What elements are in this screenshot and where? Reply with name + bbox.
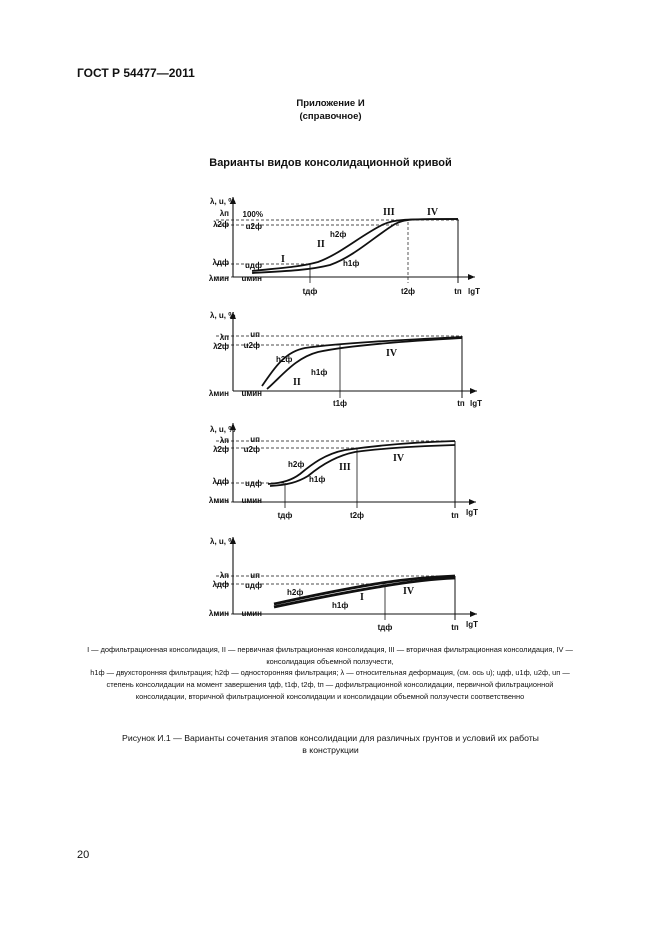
panel-1-t-gf: tдф [302,287,318,296]
panel-3 [209,423,478,520]
panel-4-label-h2: h2ф [287,588,304,597]
panel-3-x-label: lgT [466,508,478,517]
panel-3-label-h2: h2ф [288,460,305,469]
panel-3-lambda-gf: λдф [212,477,229,486]
panel-2-stage-II: II [293,377,301,388]
panel-4-stage-I: I [360,592,364,603]
panel-1-stage-IV: IV [427,207,439,218]
panel-2-stage-IV: IV [386,348,398,359]
panel-3-t-gf: tдф [277,511,293,520]
panel-2-x-label: lgT [470,399,482,408]
panel-1-label-h2: h2ф [330,230,347,239]
panel-4-stage-IV: IV [403,586,415,597]
panel-1-u-min: uмин [241,274,262,283]
panel-3-u-p: uп [250,435,260,444]
panel-3-stage-IV: IV [393,453,405,464]
panel-2-y-label: λ, u, % [210,311,236,320]
figure-caption [0,732,661,756]
panel-2-label-h2: h2ф [276,355,293,364]
panel-4-t-p: tп [451,623,459,632]
panel-1-hundred: 100% [242,210,263,219]
panel-4-u-p: uп [250,571,260,580]
panel-4-u-gf: uдф [245,581,262,590]
panel-2-u-2f: u2ф [243,341,260,350]
panel-4-lambda-min: λмин [208,609,229,618]
panel-3-stage-III: III [339,462,351,473]
panel-4-y-label: λ, u, % [210,537,236,546]
panel-1-stage-III: III [383,207,395,218]
panel-3-label-h1: h1ф [309,475,326,484]
panel-4-t-gf: tдф [377,623,393,632]
legend-line-1: I — дофильтрационная консолидация, II — первичная фильтрационная консолидация, III — вторичная фильтрационная консолидация, IV — консолидация объемной ползучести, [87,645,573,666]
panel-2-label-h1: h1ф [311,368,328,377]
panel-1-label-h1: h1ф [343,259,360,268]
panel-1-lambda-gf: λдф [212,258,229,267]
panel-2-t-p: tп [457,399,465,408]
panel-2-t-1f: t1ф [332,399,348,408]
panel-3-lambda-min: λмин [208,496,229,505]
panel-1-lambda-min: λмин [208,274,229,283]
panel-1-t-2f: t2ф [400,287,416,296]
panel-3-u-min: uмин [241,496,262,505]
panel-2-u-min: uмин [241,389,262,398]
panel-1-stage-II: II [317,239,325,250]
appendix-note: (справочное) [299,111,362,122]
caption-line-1: Рисунок И.1 — Варианты сочетания этапов консолидации для различных грунтов и условий их работы [122,733,539,743]
panel-1-lambda-p: λп [219,209,229,218]
legend-line-2: h1ф — двухсторонняя фильтрация; h2ф — односторонняя фильтрация; λ — относительная деформация, (см. ось u); uдф, u1ф, u2ф, uп — степень консолидации на момент завершения tдф, t1ф, t2ф, tп — дофильтрационной консолидации, первичной фильтрационной консолидации, вторичной фильтрационной консолидации и консолидации объемной ползучести соответственно [90,668,570,701]
panel-1-u-gf: uдф [245,261,262,270]
panel-2 [209,311,482,408]
panel-1-stage-I: I [281,254,285,265]
panel-2-lambda-2f: λ2ф [213,342,229,351]
page-number: 20 [77,849,90,861]
caption-line-2: в конструкции [302,745,359,755]
figure-title: Варианты видов консолидационной кривой [209,157,452,169]
panel-2-lambda-p: λп [219,333,229,342]
panel-3-u-gf: uдф [245,479,262,488]
panel-4 [209,537,478,632]
panel-1 [209,197,480,296]
panel-3-lambda-2f: λ2ф [213,445,229,454]
panel-3-u-2f: u2ф [243,445,260,454]
figure-legend [84,644,576,703]
panel-4-x-label: lgT [466,620,478,629]
panel-2-lambda-min: λмин [208,389,229,398]
panel-3-lambda-p: λп [219,436,229,445]
panel-1-lambda-2f: λ2ф [213,220,229,229]
panel-4-lambda-gf: λдф [212,580,229,589]
panel-4-u-min: uмин [241,609,262,618]
panel-3-t-p: tп [451,511,459,520]
appendix-title: Приложение И [296,98,365,109]
panel-3-y-label: λ, u, % [210,425,236,434]
standard-header: ГОСТ Р 54477—2011 [77,66,195,80]
panel-3-t-2f: t2ф [349,511,365,520]
panel-1-y-label: λ, u, % [210,197,236,206]
panel-1-t-p: tп [454,287,462,296]
consolidation-figure [0,180,661,640]
panel-4-label-h1: h1ф [332,601,349,610]
panel-2-u-p: uп [250,330,260,339]
panel-1-u-2f: u2ф [245,222,262,231]
panel-1-x-label: lgT [468,287,480,296]
panel-4-lambda-p: λп [219,571,229,580]
